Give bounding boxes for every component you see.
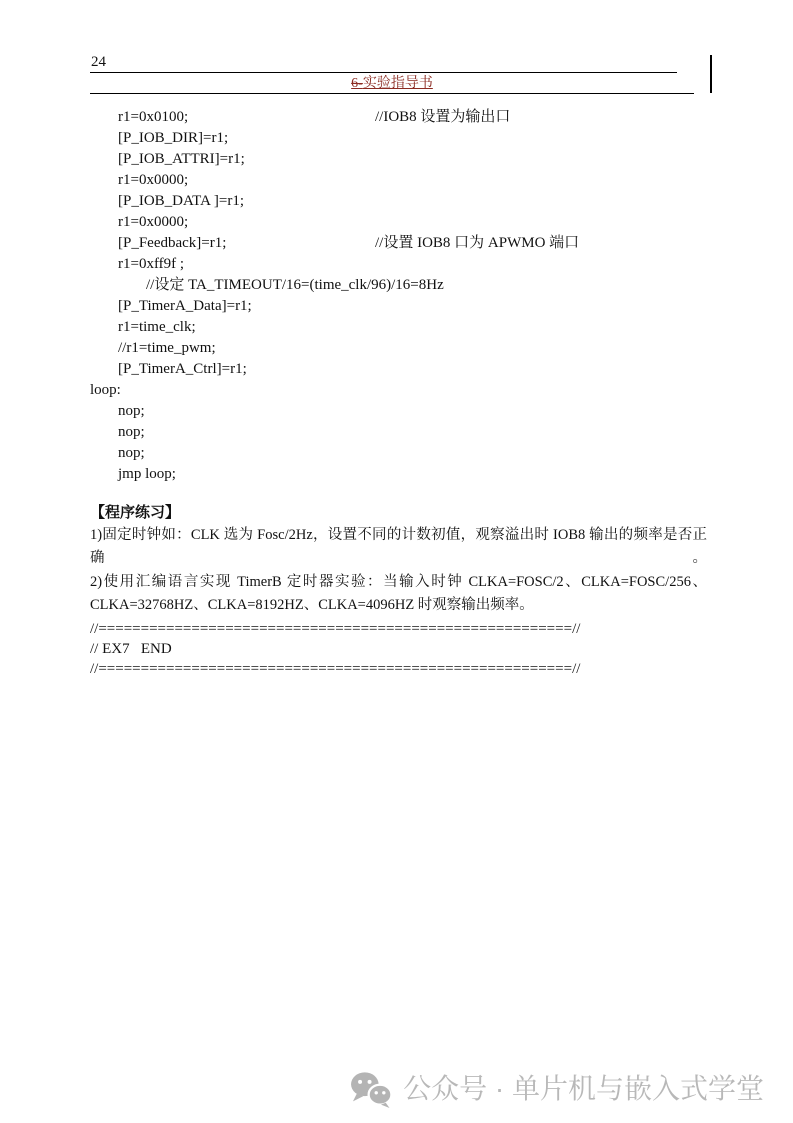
code-line	[90, 338, 707, 359]
header-title	[90, 75, 694, 92]
code-text: nop;	[118, 403, 145, 419]
code-text: [P_TimerA_Ctrl]=r1;	[118, 361, 247, 377]
code-line	[90, 233, 707, 254]
code-line	[90, 107, 707, 128]
code-text: [P_IOB_ATTRI]=r1;	[118, 151, 245, 167]
code-text: r1=0x0000;	[118, 172, 189, 188]
code-text: nop;	[118, 445, 145, 461]
watermark	[348, 1070, 764, 1108]
wechat-icon	[348, 1070, 394, 1108]
code-line	[90, 380, 707, 401]
code-text: //r1=time_pwm;	[118, 340, 216, 356]
page-content	[90, 107, 707, 679]
code-line	[90, 464, 707, 485]
revision-margin-bar	[710, 55, 712, 93]
code-line	[90, 401, 707, 422]
exercise-line: 2)使用汇编语言实现 TimerB 定时器实验：当输入时钟 CLKA=FOSC/2、CLKA=FOSC/256、	[90, 573, 707, 590]
code-text: r1=0xff9f ;	[118, 256, 185, 272]
code-text: //设定 TA_TIMEOUT/16=(time_clk/96)/16=8Hz	[146, 277, 444, 293]
separator-comment: //========================================================//	[90, 660, 581, 677]
code-line	[90, 359, 707, 380]
header-title-text: 实验指导书	[362, 76, 433, 91]
end-label-comment: // EX7 END	[90, 640, 172, 657]
header-rule-bottom	[90, 93, 694, 94]
code-line	[90, 170, 707, 191]
code-line	[90, 212, 707, 233]
code-text: [P_IOB_DATA ]=r1;	[118, 193, 245, 209]
code-text: [P_Feedback]=r1;	[118, 235, 227, 251]
page-number: 24	[91, 54, 106, 70]
exercise-line: CLKA=32768HZ、CLKA=8192HZ、CLKA=4096HZ 时观察输出频率。	[90, 596, 534, 613]
code-text: jmp loop;	[118, 466, 176, 482]
code-comment: //设置 IOB8 口为 APWMO 端口	[375, 235, 580, 251]
header-rule-top	[90, 72, 677, 73]
code-text: r1=0x0100;	[118, 109, 189, 125]
code-text: r1=0x0000;	[118, 214, 189, 230]
code-text: r1=time_clk;	[118, 319, 196, 335]
code-line	[90, 149, 707, 170]
code-line	[90, 443, 707, 464]
exercise-line: 1)固定时钟如：CLK 选为 Fosc/2Hz，设置不同的计数初值，观察溢出时 IOB8 输出的频率是否正确。	[90, 527, 707, 567]
watermark-text: 公众号 · 单片机与嵌入式学堂	[403, 1073, 764, 1104]
code-line	[90, 254, 707, 275]
code-text: [P_TimerA_Data]=r1;	[118, 298, 252, 314]
code-line	[90, 275, 707, 296]
code-line	[90, 296, 707, 317]
end-comment-block	[90, 620, 707, 679]
code-comment: //IOB8 设置为输出口	[375, 109, 511, 125]
exercise-heading: 【程序练习】	[90, 505, 181, 521]
code-line	[90, 422, 707, 443]
code-text: nop;	[118, 424, 145, 440]
code-line	[90, 191, 707, 212]
header-deleted-text: 6-	[351, 76, 363, 91]
code-text: loop:	[90, 382, 121, 398]
code-text: [P_IOB_DIR]=r1;	[118, 130, 229, 146]
separator-comment: //========================================================//	[90, 621, 581, 638]
code-line	[90, 128, 707, 149]
code-line	[90, 317, 707, 338]
